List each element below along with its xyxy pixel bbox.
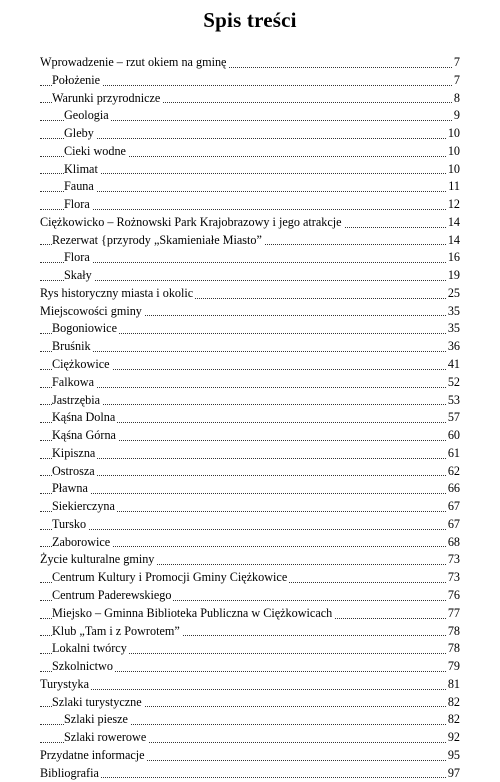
- toc-entry-page: 14: [446, 214, 460, 232]
- toc-entry-page: 14: [446, 232, 460, 250]
- toc-entry: [40, 605, 460, 623]
- toc-entry-label: Skały: [64, 268, 92, 283]
- toc-entry: [40, 90, 460, 108]
- toc-entry-page: 7: [452, 72, 460, 90]
- toc-entry-page: 19: [446, 267, 460, 285]
- toc-entry-label: Miejsko – Gminna Biblioteka Publiczna w Ciężkowicach: [52, 605, 333, 620]
- toc-entry-label: Flora: [64, 250, 90, 265]
- toc-entry-label: Klimat: [64, 161, 98, 176]
- toc-entry-page: 53: [446, 392, 460, 410]
- toc-entry: [40, 54, 460, 72]
- toc-entry-label: Zaborowice: [52, 534, 111, 549]
- toc-entry: [40, 640, 460, 658]
- toc-entry-page: 41: [446, 356, 460, 374]
- toc-entry: [40, 214, 460, 232]
- toc-entry-page: 73: [446, 551, 460, 569]
- toc-entry-label: Ciężkowicko – Rożnowski Park Krajobrazowy i jego atrakcje: [40, 214, 342, 229]
- leader-dots: [40, 458, 460, 459]
- toc-entry: [40, 320, 460, 338]
- table-of-contents: [40, 54, 460, 782]
- toc-entry-label: Przydatne informacje: [40, 747, 145, 762]
- leader-dots: [40, 404, 460, 405]
- toc-entry-page: 66: [446, 480, 460, 498]
- toc-entry-label: Położenie: [52, 72, 101, 87]
- toc-entry-label: Szlaki turystyczne: [52, 694, 142, 709]
- toc-entry-label: Bruśnik: [52, 339, 91, 354]
- toc-entry-label: Rezerwat {przyrody „Skamieniałe Miasto”: [52, 232, 262, 247]
- toc-entry-label: Falkowa: [52, 374, 94, 389]
- leader-dots: [40, 85, 460, 86]
- leader-dots: [40, 689, 460, 690]
- toc-entry: [40, 551, 460, 569]
- toc-entry-label: Kąśna Górna: [52, 428, 116, 443]
- toc-entry-label: Życie kulturalne gminy: [40, 552, 155, 567]
- toc-entry: [40, 143, 460, 161]
- toc-entry-label: Bogoniowice: [52, 321, 117, 336]
- toc-entry-page: 68: [446, 534, 460, 552]
- toc-entry: [40, 498, 460, 516]
- toc-entry-label: Szlaki piesze: [64, 712, 128, 727]
- leader-dots: [40, 529, 460, 530]
- toc-entry: [40, 374, 460, 392]
- leader-dots: [40, 209, 460, 210]
- toc-entry-page: 97: [446, 765, 460, 782]
- toc-entry: [40, 196, 460, 214]
- toc-entry-label: Ciężkowice: [52, 357, 110, 372]
- toc-entry-label: Flora: [64, 197, 90, 212]
- toc-entry: [40, 516, 460, 534]
- toc-entry: [40, 232, 460, 250]
- toc-entry: [40, 303, 460, 321]
- toc-entry-label: Siekierczyna: [52, 499, 115, 514]
- toc-entry: [40, 747, 460, 765]
- leader-dots: [40, 138, 460, 139]
- toc-entry-page: 10: [446, 161, 460, 179]
- toc-entry: [40, 178, 460, 196]
- toc-entry: [40, 658, 460, 676]
- toc-entry: [40, 765, 460, 782]
- toc-entry-label: Klub „Tam i z Powrotem”: [52, 623, 180, 638]
- toc-entry-label: Szlaki rowerowe: [64, 730, 147, 745]
- toc-entry-page: 67: [446, 516, 460, 534]
- toc-entry-page: 62: [446, 463, 460, 481]
- toc-entry-label: Centrum Paderewskiego: [52, 587, 172, 602]
- toc-entry-page: 82: [446, 711, 460, 729]
- toc-entry-label: Lokalni twórcy: [52, 641, 127, 656]
- toc-entry-label: Gleby: [64, 126, 94, 141]
- leader-dots: [40, 280, 460, 281]
- toc-entry-page: 61: [446, 445, 460, 463]
- toc-entry-label: Tursko: [52, 516, 87, 531]
- toc-entry: [40, 267, 460, 285]
- toc-entry-page: 10: [446, 125, 460, 143]
- toc-entry: [40, 463, 460, 481]
- toc-entry-page: 73: [446, 569, 460, 587]
- toc-entry-page: 9: [452, 107, 460, 125]
- leader-dots: [40, 262, 460, 263]
- toc-entry-label: Pławna: [52, 481, 88, 496]
- toc-entry: [40, 729, 460, 747]
- leader-dots: [40, 777, 460, 778]
- toc-entry-page: 35: [446, 320, 460, 338]
- toc-entry-page: 81: [446, 676, 460, 694]
- toc-entry-page: 67: [446, 498, 460, 516]
- toc-entry-label: Miejscowości gminy: [40, 303, 142, 318]
- page-title: Spis treści: [203, 8, 297, 32]
- toc-entry: [40, 587, 460, 605]
- toc-entry-page: 57: [446, 409, 460, 427]
- toc-entry-label: Szkolnictwo: [52, 659, 113, 674]
- toc-entry-page: 78: [446, 640, 460, 658]
- toc-entry: [40, 534, 460, 552]
- toc-entry-label: Wprowadzenie – rzut okiem na gminę: [40, 55, 227, 69]
- toc-entry-page: 35: [446, 303, 460, 321]
- toc-entry: [40, 125, 460, 143]
- toc-entry: [40, 356, 460, 374]
- toc-entry: [40, 285, 460, 303]
- toc-entry-page: 8: [452, 90, 460, 108]
- toc-entry: [40, 72, 460, 90]
- toc-entry-label: Turystyka: [40, 676, 89, 691]
- toc-entry: [40, 249, 460, 267]
- toc-entry-label: Fauna: [64, 179, 94, 194]
- toc-entry-page: 52: [446, 374, 460, 392]
- leader-dots: [40, 351, 460, 352]
- toc-entry-page: 76: [446, 587, 460, 605]
- toc-entry: [40, 569, 460, 587]
- toc-entry-label: Bibliografia: [40, 765, 99, 780]
- toc-entry-page: 25: [446, 285, 460, 303]
- leader-dots: [40, 173, 460, 174]
- toc-entry-label: Ostrosza: [52, 463, 95, 478]
- toc-entry-label: Cieki wodne: [64, 143, 126, 158]
- leader-dots: [40, 475, 460, 476]
- toc-entry: [40, 107, 460, 125]
- toc-entry-page: 7: [452, 54, 460, 72]
- toc-entry-label: Kąśna Dolna: [52, 410, 116, 425]
- toc-entry-page: 11: [446, 178, 460, 196]
- toc-entry-page: 79: [446, 658, 460, 676]
- toc-entry-page: 60: [446, 427, 460, 445]
- toc-entry-page: 16: [446, 249, 460, 267]
- leader-dots: [40, 387, 460, 388]
- toc-entry: [40, 427, 460, 445]
- toc-entry: [40, 711, 460, 729]
- toc-entry: [40, 338, 460, 356]
- toc-entry: [40, 676, 460, 694]
- toc-entry-page: 78: [446, 623, 460, 641]
- toc-entry-label: Rys historyczny miasta i okolic: [40, 285, 194, 300]
- toc-entry: [40, 392, 460, 410]
- leader-dots: [40, 493, 460, 494]
- toc-entry: [40, 161, 460, 179]
- toc-entry: [40, 480, 460, 498]
- toc-entry-page: 77: [446, 605, 460, 623]
- toc-entry-label: Warunki przyrodnicze: [52, 90, 161, 105]
- toc-entry-page: 12: [446, 196, 460, 214]
- toc-entry-page: 95: [446, 747, 460, 765]
- toc-entry-label: Jastrzębia: [52, 392, 101, 407]
- toc-entry: [40, 409, 460, 427]
- toc-entry: [40, 445, 460, 463]
- toc-entry-page: 10: [446, 143, 460, 161]
- toc-entry-page: 92: [446, 729, 460, 747]
- toc-entry: [40, 623, 460, 641]
- toc-entry: [40, 694, 460, 712]
- toc-entry-label: Geologia: [64, 108, 109, 123]
- toc-entry-label: Centrum Kultury i Promocji Gminy Ciężkowice: [52, 570, 288, 585]
- toc-entry-page: 82: [446, 694, 460, 712]
- toc-entry-label: Kipiszna: [52, 445, 96, 460]
- toc-entry-page: 36: [446, 338, 460, 356]
- leader-dots: [40, 191, 460, 192]
